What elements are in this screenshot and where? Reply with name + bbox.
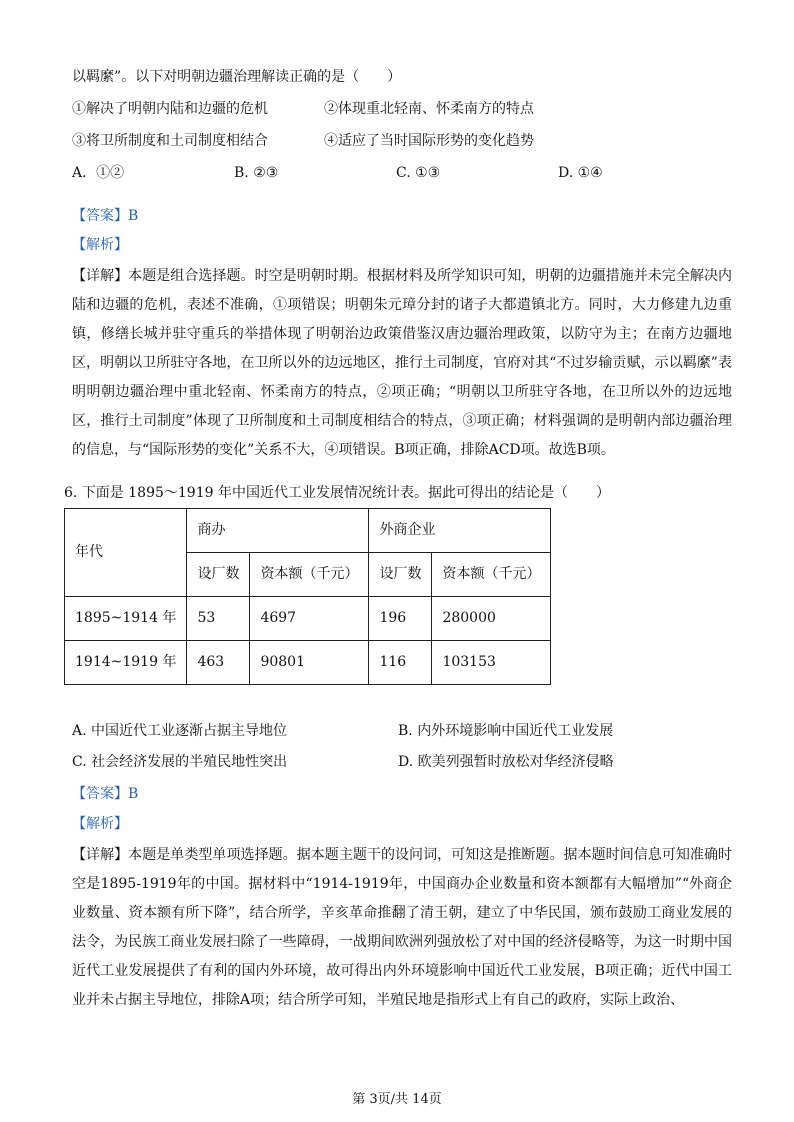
- row-year: 1914~1919 年: [65, 641, 187, 685]
- q5-stem-tail: 以羁縻”。以下对明朝边疆治理解读正确的是（ ）: [72, 69, 402, 85]
- q5-option-c: C. ①③: [396, 165, 441, 181]
- q6-answer: 【答案】B: [72, 786, 139, 802]
- year-header: 年代: [65, 509, 187, 597]
- q5-statement-1: ①解决了明朝内陆和边疆的危机: [72, 101, 268, 117]
- row-count-foreign: 196: [369, 597, 432, 641]
- q5-options: [72, 160, 732, 187]
- q5-option-b: B. ②③: [234, 165, 279, 181]
- q6-option-a: A. 中国近代工业逐渐占据主导地位: [72, 723, 288, 739]
- row-count-commercial: 53: [187, 597, 250, 641]
- row-count-foreign: 116: [369, 641, 432, 685]
- q5-analysis-label: 【解析】: [72, 237, 128, 253]
- page-footer: 第 3页/共 14页: [352, 1092, 442, 1107]
- q6-stem: 6. 下面是 1895～1919 年中国近代工业发展情况统计表。据此可得出的结论是（ ）: [64, 485, 610, 501]
- table-row: [65, 641, 551, 685]
- industry-statistics-table: [64, 508, 551, 685]
- table-row: [65, 597, 551, 641]
- q6-detail: 【详解】本题是单类型单项选择题。据本题主题干的设问词，可知这是推断题。据本题时间信息可知准确时空是1895-1919年的中国。据材料中“1914-1919年，中国商办企业数量和资本额都有大幅增加”“外商企业数量、资本额有所下降”，结合所学，辛亥革命推翻了清王朝，建立了中华民国，颁布鼓励工商业发展的法令，为民族工商业发展扫除了一些障碍，一战期间欧洲列强放松了对中国的经济侵略等，为这一时期中国近代工业发展提供了有利的国内外环境，故可得出内外环境影响中国近代工业发展，B项正确；近代中国工业并未占据主导地位，排除A项；结合所学可知，半殖民地是指形式上有自己的政府，实际上政治、: [72, 847, 732, 1008]
- group-header-commercial: 商办: [187, 509, 369, 553]
- q6-analysis-label: 【解析】: [72, 816, 128, 832]
- q6-option-b: B. 内外环境影响中国近代工业发展: [398, 723, 614, 739]
- q5-option-a: A．①②: [72, 165, 125, 181]
- row-capital-foreign: 280000: [432, 597, 551, 641]
- row-capital-commercial: 4697: [250, 597, 369, 641]
- row-capital-foreign: 103153: [432, 641, 551, 685]
- col-header-count-2: 设厂数: [369, 553, 432, 597]
- col-header-capital-1: 资本额（千元）: [250, 553, 369, 597]
- row-count-commercial: 463: [187, 641, 250, 685]
- q6-option-c: C. 社会经济发展的半殖民地性突出: [72, 754, 288, 770]
- q5-statement-2: ②体现重北轻南、怀柔南方的特点: [324, 101, 534, 117]
- q5-answer: 【答案】B: [72, 208, 139, 224]
- q6-option-d: D. 欧美列强暂时放松对华经济侵略: [398, 754, 614, 770]
- q5-statements-row-1: [72, 96, 732, 123]
- q6-options-row-1: [72, 718, 732, 745]
- col-header-count-1: 设厂数: [187, 553, 250, 597]
- row-capital-commercial: 90801: [250, 641, 369, 685]
- q5-statement-4: ④适应了当时国际形势的变化趋势: [324, 133, 534, 149]
- col-header-capital-2: 资本额（千元）: [432, 553, 551, 597]
- q6-options-row-2: [72, 749, 732, 776]
- q5-option-d: D. ①④: [558, 165, 603, 181]
- table-header-row: [65, 509, 551, 553]
- q5-statements-row-2: [72, 128, 732, 155]
- group-header-foreign: 外商企业: [369, 509, 551, 553]
- q5-detail: 【详解】本题是组合选择题。时空是明朝时期。根据材料及所学知识可知，明朝的边疆措施并未完全解决内陆和边疆的危机，表述不准确，①项错误；明朝朱元璋分封的诸子大都遣镇北方。同时，大力修建九边重镇，修缮长城并驻守重兵的举措体现了明朝治边政策借鉴汉唐边疆治理政策，以防守为主；在南方边疆地区，明朝以卫所驻守各地，在卫所以外的边远地区，推行土司制度，官府对其“不过岁输贡赋，示以羁縻”表明明朝边疆治理中重北轻南、怀柔南方的特点，②项正确；“明朝以卫所驻守各地，在卫所以外的边远地区，推行土司制度”体现了卫所制度和土司制度相结合的特点，③项正确；材料强调的是明朝内部边疆治理的信息，与“国际形势的变化”关系不大，④项错误。B项正确，排除ACD项。故选B项。: [72, 268, 732, 458]
- row-year: 1895~1914 年: [65, 597, 187, 641]
- q5-statement-3: ③将卫所制度和土司制度相结合: [72, 133, 268, 149]
